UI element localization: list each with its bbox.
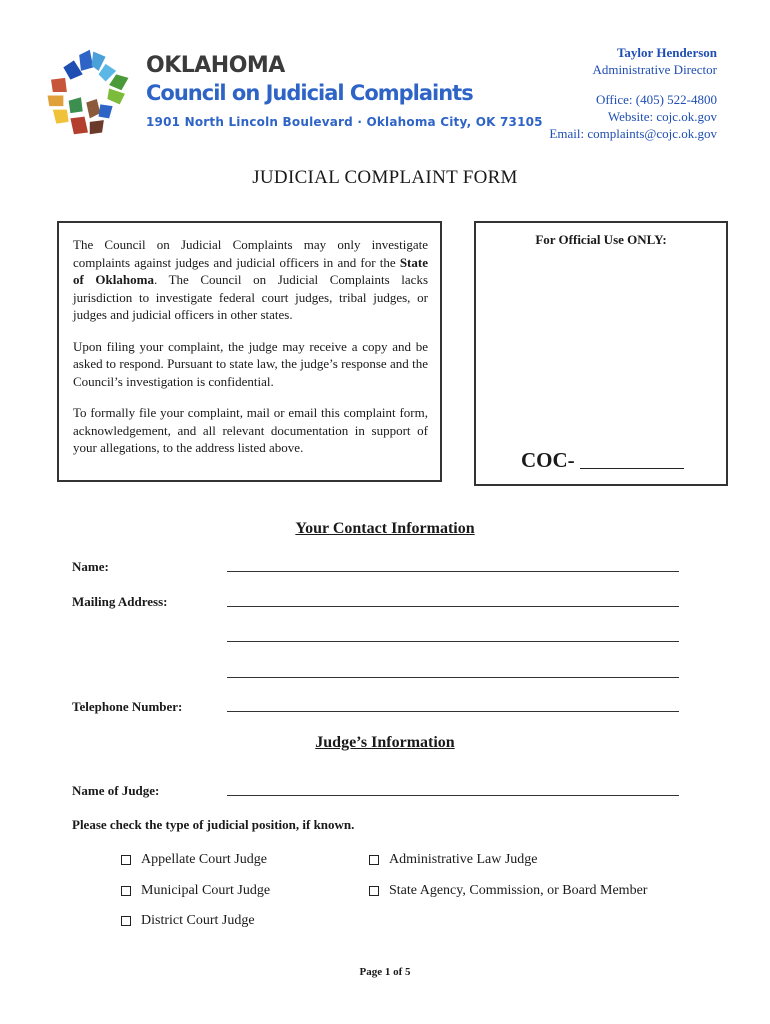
mailing-address-field-2[interactable] [227, 641, 679, 642]
mailing-address-label: Mailing Address: [72, 594, 168, 609]
name-field[interactable] [227, 571, 679, 572]
checkbox-icon[interactable] [369, 886, 379, 896]
checkbox-icon[interactable] [369, 855, 379, 865]
mailing-address-field-1[interactable] [227, 606, 679, 607]
form-title: JUDICIAL COMPLAINT FORM [252, 167, 518, 188]
checkbox-icon[interactable] [121, 916, 131, 926]
telephone-field[interactable] [227, 711, 679, 712]
contact-title: Administrative Director [592, 62, 717, 77]
contact-info-heading: Your Contact Information [295, 520, 475, 537]
email-link[interactable]: Email: complaints@cojc.ok.gov [549, 126, 717, 141]
option-state-agency-member[interactable]: State Agency, Commission, or Board Member [369, 883, 647, 899]
org-name-line2: Council on Judicial Complaints [146, 81, 473, 105]
info-box [57, 221, 442, 482]
coc-number-line [580, 468, 684, 469]
contact-block [549, 44, 717, 142]
name-label: Name: [72, 559, 109, 574]
position-instruction: Please check the type of judicial position, if known. [72, 817, 355, 832]
mailing-address-field-3[interactable] [227, 677, 679, 678]
option-municipal-court-judge[interactable]: Municipal Court Judge [121, 883, 270, 899]
checkbox-icon[interactable] [121, 886, 131, 896]
option-district-court-judge[interactable]: District Court Judge [121, 913, 255, 929]
judge-name-label: Name of Judge: [72, 783, 160, 798]
org-address: 1901 North Lincoln Boulevard · Oklahoma City, OK 73105 [146, 115, 543, 129]
website-link[interactable]: Website: cojc.ok.gov [607, 109, 717, 124]
page-number: Page 1 of 5 [359, 966, 411, 978]
info-paragraph-1: The Council on Judicial Complaints may only investigate complaints against judges and judicial officers in and for the State of Oklahoma. The Council on Judicial Complaints lacks jurisdiction to investigate federal court judges, tribal judges, or judges and judicial officers in other states. [73, 237, 429, 322]
judge-info-heading: Judge’s Information [315, 734, 455, 751]
coc-number-label: COC- [521, 448, 575, 472]
judge-name-field[interactable] [227, 795, 679, 796]
option-appellate-court-judge[interactable]: Appellate Court Judge [121, 852, 267, 868]
oklahoma-star-logo-icon [44, 48, 132, 136]
option-administrative-law-judge[interactable]: Administrative Law Judge [369, 852, 538, 868]
org-name-line1: OKLAHOMA [146, 53, 285, 78]
info-paragraph-2: Upon filing your complaint, the judge may receive a copy and be asked to respond. Pursuant to state law, the judge’s response and the Council’s investigation is confidential. [73, 338, 428, 389]
checkbox-icon[interactable] [121, 855, 131, 865]
official-use-label: For Official Use ONLY: [535, 232, 667, 247]
info-paragraph-3: To formally file your complaint, mail or email this complaint form, acknowledgement, and all relevant documentation in support of your allegations, to the address listed above. [73, 405, 428, 455]
official-use-box [474, 221, 728, 486]
telephone-label: Telephone Number: [72, 699, 183, 714]
contact-name: Taylor Henderson [616, 45, 717, 60]
office-phone: Office: (405) 522-4800 [595, 92, 717, 107]
